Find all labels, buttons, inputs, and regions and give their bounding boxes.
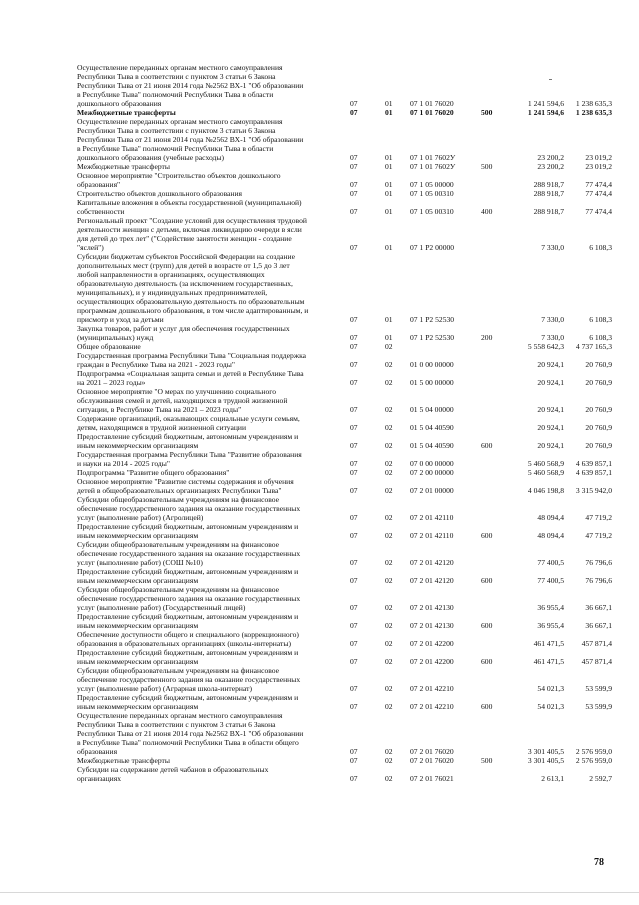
amount-executed: 47 719,2 — [585, 531, 612, 540]
target-article-code: 07 2 01 42200 — [410, 657, 454, 666]
row-description: Капитальные вложения в объекты государственной (муниципальной) собственности — [77, 198, 302, 216]
target-article-code: 07 1 05 00310 — [410, 207, 454, 216]
section-code: 07 — [350, 774, 358, 783]
table-row — [0, 369, 639, 387]
amount-executed: 47 719,2 — [585, 513, 612, 522]
amount-executed: 1 238 635,3 — [575, 99, 612, 108]
amount-planned: 77 400,5 — [537, 576, 564, 585]
amount-planned: 54 021,3 — [537, 684, 564, 693]
amount-executed: 36 667,1 — [585, 621, 612, 630]
amount-executed: 457 871,4 — [581, 657, 612, 666]
target-article-code: 01 5 04 00000 — [410, 405, 454, 414]
expense-type-code: 500 — [481, 162, 493, 171]
amount-planned: 7 330,0 — [541, 333, 564, 342]
section-code: 07 — [350, 468, 358, 477]
subsection-code: 02 — [385, 702, 393, 711]
amount-executed: 2 592,7 — [589, 774, 612, 783]
section-code: 07 — [350, 360, 358, 369]
target-article-code: 07 1 P2 52530 — [410, 315, 455, 324]
target-article-code: 01 5 04 40590 — [410, 423, 454, 432]
amount-planned: 36 955,4 — [537, 603, 564, 612]
section-code: 07 — [350, 207, 358, 216]
row-description: Субсидии на содержание детей чабанов в образовательных организациях — [77, 765, 269, 783]
target-article-code: 07 2 01 42120 — [410, 558, 454, 567]
target-article-code: 01 5 00 00000 — [410, 378, 454, 387]
row-description: Межбюджетные трансферты — [77, 162, 170, 171]
amount-executed: 20 760,9 — [585, 405, 612, 414]
target-article-code: 07 1 P2 52530 — [410, 333, 455, 342]
row-description: Субсидии общеобразовательным учреждениям на финансовое обеспечение государственного задания на оказание государственных услуг (выполнение работ) (Аграрная школа-интернат) — [77, 666, 301, 693]
subsection-code: 02 — [385, 423, 393, 432]
table-row — [0, 756, 639, 765]
section-code: 07 — [350, 702, 358, 711]
subsection-code: 02 — [385, 639, 393, 648]
row-description: Межбюджетные трансферты — [77, 756, 170, 765]
amount-planned: 20 924,1 — [537, 423, 564, 432]
subsection-code: 02 — [385, 576, 393, 585]
subsection-code: 02 — [385, 513, 393, 522]
subsection-code: 01 — [385, 108, 393, 117]
amount-planned: 77 400,5 — [537, 558, 564, 567]
subsection-code: 02 — [385, 657, 393, 666]
row-description: Содержание организаций, оказывающих социальные услуги семьям, детям, находящимся в трудной жизненной ситуации — [77, 414, 300, 432]
subsection-code: 02 — [385, 684, 393, 693]
amount-planned: 4 046 198,8 — [527, 486, 564, 495]
section-code: 07 — [350, 639, 358, 648]
amount-planned: 7 330,0 — [541, 243, 564, 252]
target-article-code: 07 2 01 42110 — [410, 531, 454, 540]
subsection-code: 02 — [385, 558, 393, 567]
page-bottom-edge — [0, 892, 639, 893]
target-article-code: 07 2 01 42130 — [410, 621, 454, 630]
amount-executed: 77 474,4 — [585, 189, 612, 198]
amount-planned: 48 094,4 — [537, 531, 564, 540]
subsection-code: 02 — [385, 441, 393, 450]
target-article-code: 07 1 05 00310 — [410, 189, 454, 198]
amount-executed: 2 576 959,0 — [575, 747, 612, 756]
amount-planned: 461 471,5 — [533, 657, 564, 666]
expense-type-code: 500 — [481, 756, 493, 765]
row-description: Основное мероприятие "Развитие системы содержания и обучения детей в общеобразовательных организациях Республики Тыва" — [77, 477, 294, 495]
section-code: 07 — [350, 243, 358, 252]
subsection-code: 02 — [385, 621, 393, 630]
table-row — [0, 477, 639, 495]
amount-executed: 457 871,4 — [581, 639, 612, 648]
section-code: 07 — [350, 378, 358, 387]
subsection-code: 01 — [385, 99, 393, 108]
amount-executed: 36 667,1 — [585, 603, 612, 612]
row-description: Субсидии бюджетам субъектов Российской Федерации на создание дополнительных мест (групп) для детей в возрасте от 1,5 до 3 лет любой направленности в организациях, осуществляющих образовательную деятельность (за исключением государственных, муниципальных), и у индивидуальных предпринимателей, осуществляющих образовательную деятельность по образовательным программам дошкольного образования, в том числе адаптированным, и присмотр и уход за детьми — [77, 252, 309, 324]
section-code: 07 — [350, 486, 358, 495]
subsection-code: 01 — [385, 189, 393, 198]
table-row — [0, 351, 639, 369]
amount-executed: 3 315 942,0 — [575, 486, 612, 495]
section-code: 07 — [350, 405, 358, 414]
target-article-code: 07 0 00 00000 — [410, 459, 454, 468]
target-article-code: 07 2 01 42210 — [410, 684, 454, 693]
table-row — [0, 198, 639, 216]
target-article-code: 07 2 01 76020 — [410, 747, 454, 756]
target-article-code: 07 2 01 42130 — [410, 603, 454, 612]
amount-planned: 48 094,4 — [537, 513, 564, 522]
row-description: Предоставление субсидий бюджетным, автономным учреждениям и иным некоммерческим организациям — [77, 522, 299, 540]
table-row — [0, 414, 639, 432]
subsection-code: 02 — [385, 405, 393, 414]
table-row — [0, 432, 639, 450]
target-article-code: 07 2 01 76020 — [410, 756, 454, 765]
row-description: Закупка товаров, работ и услуг для обеспечения государственных (муниципальных) нужд — [77, 324, 290, 342]
section-code: 07 — [350, 513, 358, 522]
row-description: Общее образование — [77, 342, 141, 351]
page-number: 78 — [594, 857, 604, 868]
row-description: Предоставление субсидий бюджетным, автономным учреждениям и иным некоммерческим организациям — [77, 648, 299, 666]
table-row — [0, 387, 639, 414]
target-article-code: 07 2 01 42200 — [410, 639, 454, 648]
amount-executed: 1 238 635,3 — [575, 108, 612, 117]
amount-planned: 54 021,3 — [537, 702, 564, 711]
amount-planned: 3 301 405,5 — [527, 747, 564, 756]
subsection-code: 02 — [385, 747, 393, 756]
subsection-code: 01 — [385, 180, 393, 189]
section-code: 07 — [350, 657, 358, 666]
subsection-code: 02 — [385, 774, 393, 783]
amount-planned: 3 301 405,5 — [527, 756, 564, 765]
amount-planned: 20 924,1 — [537, 378, 564, 387]
table-row — [0, 648, 639, 666]
table-row — [0, 585, 639, 612]
amount-planned: 20 924,1 — [537, 441, 564, 450]
section-code: 07 — [350, 756, 358, 765]
amount-executed: 4 737 165,3 — [575, 342, 612, 351]
row-description: Предоставление субсидий бюджетным, автономным учреждениям и иным некоммерческим организациям — [77, 567, 299, 585]
subsection-code: 02 — [385, 378, 393, 387]
table-row — [0, 108, 639, 117]
amount-planned: 20 924,1 — [537, 360, 564, 369]
expense-type-code: 600 — [481, 441, 493, 450]
amount-planned: 288 918,7 — [533, 189, 564, 198]
subsection-code: 02 — [385, 603, 393, 612]
section-code: 07 — [350, 153, 358, 162]
row-description: Обеспечение доступности общего и специального (коррекционного) образования в образовательных организациях (школы-интернаты) — [77, 630, 299, 648]
table-row — [0, 342, 639, 351]
expense-type-code: 600 — [481, 531, 493, 540]
amount-executed: 6 108,3 — [589, 333, 612, 342]
section-code: 07 — [350, 189, 358, 198]
row-description: Осуществление переданных органам местного самоуправления Республики Тыва в соответствии с пунктом 3 статьи 6 Закона Республики Тыва от 21 июня 2014 года №2562 ВХ-1 "Об образовании в Республике Тыва" полномочий Республики Тыва в области общего образования — [77, 711, 304, 756]
subsection-code: 01 — [385, 315, 393, 324]
row-description: Региональный проект "Создание условий для осуществления трудовой деятельности женщин с детьми, включая ликвидацию очереди в ясли для детей до трех лет" ("Содействие занятости женщин - создание "яслей") — [77, 216, 307, 252]
row-description: Субсидии общеобразовательным учреждениям на финансовое обеспечение государственного задания на оказание государственных услуг (выполнение работ) (Агролицей) — [77, 495, 301, 522]
amount-executed: 20 760,9 — [585, 360, 612, 369]
subsection-code: 02 — [385, 531, 393, 540]
table-row — [0, 189, 639, 198]
amount-planned: 7 330,0 — [541, 315, 564, 324]
expense-type-code: 600 — [481, 621, 493, 630]
table-row — [0, 171, 639, 189]
amount-executed: 20 760,9 — [585, 378, 612, 387]
section-code: 07 — [350, 747, 358, 756]
table-row — [0, 63, 639, 108]
subsection-code: 02 — [385, 468, 393, 477]
table-row — [0, 252, 639, 324]
table-row — [0, 522, 639, 540]
row-description: Подпрограмма "Развитие общего образования" — [77, 468, 230, 477]
expense-type-code: 500 — [481, 108, 493, 117]
amount-executed: 4 639 857,1 — [575, 468, 612, 477]
section-code: 07 — [350, 180, 358, 189]
row-description: Предоставление субсидий бюджетным, автономным учреждениям и иным некоммерческим организациям — [77, 612, 299, 630]
section-code: 07 — [350, 684, 358, 693]
table-row — [0, 324, 639, 342]
section-code: 07 — [350, 423, 358, 432]
section-code: 07 — [350, 441, 358, 450]
section-code: 07 — [350, 459, 358, 468]
amount-executed: 20 760,9 — [585, 441, 612, 450]
amount-executed: 20 760,9 — [585, 423, 612, 432]
table-row — [0, 693, 639, 711]
row-description: Строительство объектов дошкольного образования — [77, 189, 243, 198]
row-description: Осуществление переданных органам местного самоуправления Республики Тыва в соответствии с пунктом 3 статьи 6 Закона Республики Тыва от 21 июня 2014 года №2562 ВХ-1 "Об образовании в Республике Тыва" полномочий Республики Тыва в области дошкольного образования (учебные расходы) — [77, 117, 304, 162]
section-code: 07 — [350, 558, 358, 567]
table-row — [0, 495, 639, 522]
amount-executed: 23 019,2 — [585, 162, 612, 171]
target-article-code: 07 2 01 76021 — [410, 774, 454, 783]
row-description: Предоставление субсидий бюджетным, автономным учреждениям и иным некоммерческим организациям — [77, 693, 299, 711]
target-article-code: 07 1 01 76020 — [410, 99, 454, 108]
amount-planned: 5 460 568,9 — [527, 468, 564, 477]
target-article-code: 07 2 01 42110 — [410, 513, 454, 522]
amount-planned: 1 241 594,6 — [527, 99, 564, 108]
section-code: 07 — [350, 162, 358, 171]
amount-executed: 6 108,3 — [589, 315, 612, 324]
amount-executed: 53 599,9 — [585, 684, 612, 693]
target-article-code: 07 1 01 7602У — [410, 153, 456, 162]
amount-planned: 288 918,7 — [533, 207, 564, 216]
row-description: Осуществление переданных органам местного самоуправления Республики Тыва в соответствии с пунктом 3 статьи 6 Закона Республики Тыва от 21 июня 2014 года №2562 ВХ-1 "Об образовании в Республике Тыва" полномочий Республики Тыва в области дошкольного образования — [77, 63, 304, 108]
expense-type-code: 600 — [481, 702, 493, 711]
amount-planned: 2 613,1 — [541, 774, 564, 783]
target-article-code: 07 2 01 42210 — [410, 702, 454, 711]
section-code: 07 — [350, 603, 358, 612]
row-description: Государственная программа Республики Тыва "Социальная поддержка граждан в Республике Тыва на 2021 - 2023 годы" — [77, 351, 307, 369]
amount-executed: 4 639 857,1 — [575, 459, 612, 468]
amount-executed: 23 019,2 — [585, 153, 612, 162]
section-code: 07 — [350, 576, 358, 585]
row-description: Субсидии общеобразовательным учреждениям на финансовое обеспечение государственного задания на оказание государственных услуг (выполнение работ) (СОШ №10) — [77, 540, 301, 567]
amount-executed: 77 474,4 — [585, 180, 612, 189]
amount-planned: 5 558 642,3 — [527, 342, 564, 351]
amount-executed: 76 796,6 — [585, 576, 612, 585]
subsection-code: 02 — [385, 360, 393, 369]
amount-planned: 36 955,4 — [537, 621, 564, 630]
amount-planned: 1 241 594,6 — [527, 108, 564, 117]
subsection-code: 01 — [385, 243, 393, 252]
row-description: Субсидии общеобразовательным учреждениям на финансовое обеспечение государственного задания на оказание государственных услуг (выполнение работ) (Государственный лицей) — [77, 585, 301, 612]
section-code: 07 — [350, 333, 358, 342]
amount-planned: 288 918,7 — [533, 180, 564, 189]
target-article-code: 01 0 00 00000 — [410, 360, 454, 369]
row-description: Предоставление субсидий бюджетным, автономным учреждениям и иным некоммерческим организациям — [77, 432, 299, 450]
table-row — [0, 162, 639, 171]
target-article-code: 07 1 05 00000 — [410, 180, 454, 189]
section-code: 07 — [350, 342, 358, 351]
subsection-code: 02 — [385, 342, 393, 351]
expense-type-code: 600 — [481, 657, 493, 666]
table-row — [0, 117, 639, 162]
section-code: 07 — [350, 108, 358, 117]
amount-executed: 6 108,3 — [589, 243, 612, 252]
table-row — [0, 450, 639, 468]
subsection-code: 01 — [385, 162, 393, 171]
section-code: 07 — [350, 531, 358, 540]
table-row — [0, 612, 639, 630]
subsection-code: 02 — [385, 486, 393, 495]
target-article-code: 07 2 01 00000 — [410, 486, 454, 495]
target-article-code: 01 5 04 40590 — [410, 441, 454, 450]
expense-type-code: 400 — [481, 207, 493, 216]
target-article-code: 07 1 P2 00000 — [410, 243, 455, 252]
amount-planned: 461 471,5 — [533, 639, 564, 648]
subsection-code: 02 — [385, 459, 393, 468]
table-row — [0, 666, 639, 693]
subsection-code: 02 — [385, 756, 393, 765]
row-description: Основное мероприятие "Строительство объектов дошкольного образования" — [77, 171, 281, 189]
row-description: Подпрограмма «Социальная защита семьи и детей в Республике Тыва на 2021 – 2023 годы» — [77, 369, 304, 387]
subsection-code: 01 — [385, 333, 393, 342]
subsection-code: 01 — [385, 207, 393, 216]
section-code: 07 — [350, 99, 358, 108]
amount-executed: 76 796,6 — [585, 558, 612, 567]
table-row — [0, 216, 639, 252]
amount-executed: 2 576 959,0 — [575, 756, 612, 765]
row-description: Государственная программа Республики Тыва "Развитие образования и науки на 2014 - 2025 годы" — [77, 450, 302, 468]
amount-executed: 53 599,9 — [585, 702, 612, 711]
amount-planned: 20 924,1 — [537, 405, 564, 414]
row-description: Основное мероприятие "О мерах по улучшению социального обслуживания семей и детей, находящихся в трудной жизненной ситуации, в Республике Тыва на 2021 – 2023 годы" — [77, 387, 288, 414]
table-row — [0, 711, 639, 756]
amount-planned: 23 200,2 — [537, 162, 564, 171]
target-article-code: 07 2 00 00000 — [410, 468, 454, 477]
subsection-code: 01 — [385, 153, 393, 162]
target-article-code: 07 1 01 7602У — [410, 162, 456, 171]
amount-planned: 5 460 568,9 — [527, 459, 564, 468]
table-row — [0, 567, 639, 585]
expense-type-code: 600 — [481, 576, 493, 585]
expense-type-code: 200 — [481, 333, 493, 342]
target-article-code: 07 2 01 42120 — [410, 576, 454, 585]
table-row — [0, 630, 639, 648]
section-code: 07 — [350, 621, 358, 630]
amount-planned: 23 200,2 — [537, 153, 564, 162]
section-code: 07 — [350, 315, 358, 324]
table-row — [0, 540, 639, 567]
target-article-code: 07 1 01 76020 — [410, 108, 454, 117]
table-row — [0, 765, 639, 783]
table-row — [0, 468, 639, 477]
row-description: Межбюджетные трансферты — [77, 108, 176, 117]
amount-executed: 77 474,4 — [585, 207, 612, 216]
